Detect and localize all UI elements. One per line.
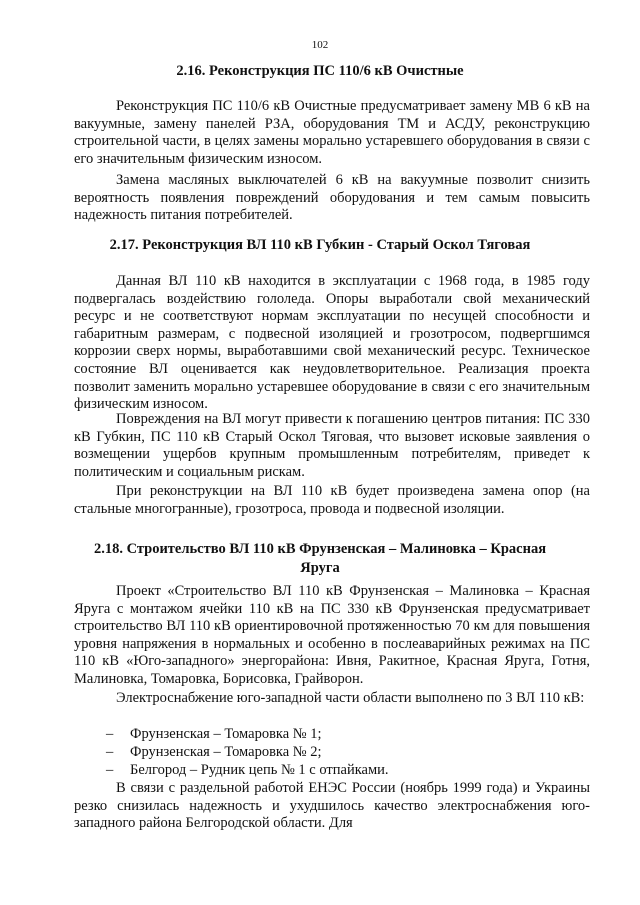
list-item: [106, 744, 322, 762]
paragraph: При реконструкции на ВЛ 110 кВ будет произведена замена опор (на стальные многогранные), грозотроса, провода и подвесной изоляции.: [74, 483, 590, 517]
list-item: [106, 726, 322, 744]
paragraph: В связи с раздельной работой ЕНЭС России (ноябрь 1999 года) и Украины резко снизилась надежность и ухудшилось качество электроснабжения юго-западного района Белгородской области. Для: [74, 780, 590, 832]
paragraph: Повреждения на ВЛ могут привести к погашению центров питания: ПС 330 кВ Губкин, ПС 110 кВ Старый Оскол Тяговая, что вызовет исковые заявления о возмещении ущербов крупным промышленным потребителям, приведет к политическим и социальным рискам.: [74, 411, 590, 480]
list-item-text: Белгород – Рудник цепь № 1 с отпайками.: [130, 762, 389, 778]
paragraph: Проект «Строительство ВЛ 110 кВ Фрунзенская – Малиновка – Красная Яруга с монтажом ячейки 110 кВ на ПС 330 кВ Фрунзенская предусматривает строительство ВЛ 110 кВ ориентировочной протяженностью 70 км для повышения уровня напряжения в нормальных и особенно в послеаварийных режимах на ПС 110 кВ «Юго-западного» энергорайона: Ивня, Ракитное, Красная Яруга, Готня, Малиновка, Томаровка, Борисовка, Грайворон.: [74, 583, 590, 687]
paragraph: Замена масляных выключателей 6 кВ на вакуумные позволит снизить вероятность появления повреждений оборудования и тем самым повысить надежность питания потребителей.: [74, 172, 590, 224]
list-item-text: Фрунзенская – Томаровка № 1;: [130, 726, 322, 742]
page-number: 102: [311, 39, 329, 51]
list-item: [106, 762, 389, 780]
paragraph: Электроснабжение юго-западной части области выполнено по 3 ВЛ 110 кВ:: [116, 690, 585, 706]
heading-line: Яруга: [300, 560, 340, 576]
paragraph: Данная ВЛ 110 кВ находится в эксплуатации с 1968 года, в 1985 году подвергалась воздействию гололеда. Опоры выработали свой механический ресурс и не соответствуют нормам эксплуатации по несущей способности и габаритным размерам, с подвесной изоляцией и грозотросом, подвергшимся коррозии сверх нормы, выработавшими свой механический ресурс. Техническое состояние ВЛ оценивается как неудовлетворительное. Реализация проекта позволит заменить морально устаревшее оборудование в связи с его значительным физическим износом.: [74, 273, 590, 413]
list-item-text: Фрунзенская – Томаровка № 2;: [130, 744, 322, 760]
list-dash: –: [106, 744, 114, 760]
list-dash: –: [106, 726, 114, 742]
section-heading-2-17: 2.17. Реконструкция ВЛ 110 кВ Губкин - Старый Оскол Тяговая: [109, 237, 531, 253]
list-dash: –: [106, 762, 114, 778]
heading-line: 2.18. Строительство ВЛ 110 кВ Фрунзенская – Малиновка – Красная: [93, 541, 547, 557]
section-heading-2-16: 2.16. Реконструкция ПС 110/6 кВ Очистные: [176, 63, 464, 79]
paragraph: Реконструкция ПС 110/6 кВ Очистные предусматривает замену МВ 6 кВ на вакуумные, замену панелей РЗА, оборудования ТМ и АСДУ, реконструкцию строительной части, в целях замены морально устаревшего оборудования в связи с его значительным физическим износом.: [74, 98, 590, 167]
section-heading-2-18: [0, 540, 640, 578]
